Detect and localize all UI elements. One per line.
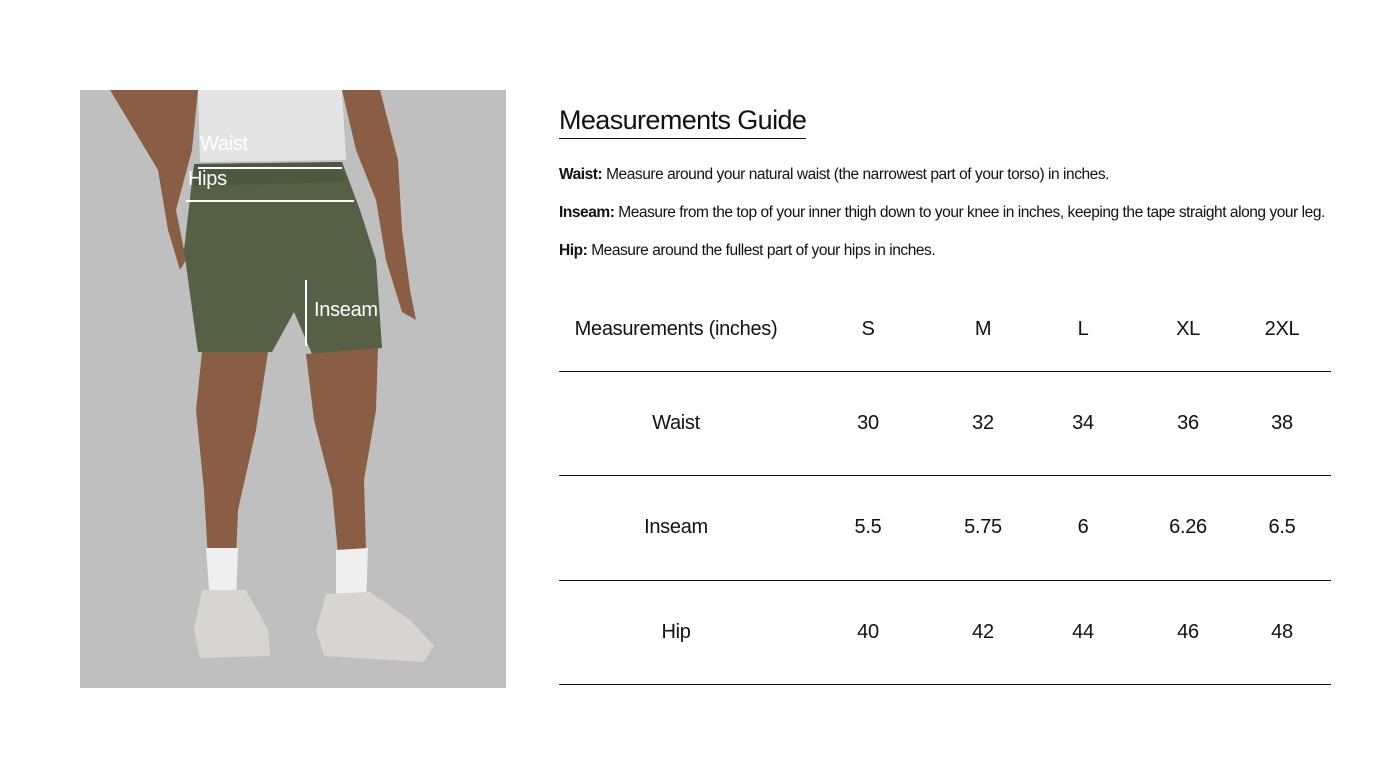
hips-label: Hips xyxy=(188,168,227,190)
table-cell: 5.5 xyxy=(854,516,882,539)
table-cell: 44 xyxy=(1072,620,1094,643)
table-cell: 6 xyxy=(1077,516,1089,539)
table-cell: 40 xyxy=(857,620,879,643)
page-title: Measurements Guide xyxy=(559,104,806,139)
inseam-label: Inseam xyxy=(314,299,378,321)
row-label-waist: Waist xyxy=(652,411,700,434)
table-cell: 48 xyxy=(1271,620,1293,643)
table-cell: 36 xyxy=(1177,411,1199,434)
header-size-2xl: 2XL xyxy=(1264,317,1300,340)
table-cell: 46 xyxy=(1177,620,1199,643)
header-measurements: Measurements (inches) xyxy=(574,317,778,340)
table-cell: 30 xyxy=(857,411,879,434)
hip-instruction-text: Measure around the fullest part of your hips in inches. xyxy=(587,242,936,259)
inseam-term: Inseam: xyxy=(559,204,615,221)
row-label-hip: Hip xyxy=(661,620,691,643)
table-cell: 5.75 xyxy=(964,516,1002,539)
waist-term: Waist: xyxy=(559,166,603,183)
table-cell: 38 xyxy=(1271,411,1293,434)
row-label-inseam: Inseam xyxy=(644,516,708,539)
table-row xyxy=(559,371,1331,476)
waist-instruction xyxy=(559,165,1109,185)
waist-instruction-text: Measure around your natural waist (the narrowest part of your torso) in inches. xyxy=(602,166,1109,183)
hip-instruction xyxy=(559,241,935,261)
size-chart-table xyxy=(559,288,1331,685)
inseam-instruction-text: Measure from the top of your inner thigh down to your knee in inches, keeping the tape straight along your leg. xyxy=(614,204,1325,221)
header-size-xl: XL xyxy=(1176,317,1200,340)
header-size-l: L xyxy=(1077,317,1089,340)
header-size-m: M xyxy=(974,317,992,340)
inseam-instruction xyxy=(559,203,1325,223)
table-header-row xyxy=(559,288,1331,371)
table-cell: 32 xyxy=(972,411,994,434)
table-cell: 42 xyxy=(972,620,994,643)
hips-line xyxy=(186,200,354,202)
model-shorts-illustration xyxy=(80,90,506,688)
table-cell: 6.26 xyxy=(1169,516,1207,539)
hip-term: Hip: xyxy=(559,242,588,259)
table-row xyxy=(559,580,1331,685)
waist-label: Waist xyxy=(200,133,248,155)
table-cell: 34 xyxy=(1072,411,1094,434)
measurements-guide xyxy=(559,104,1359,259)
table-row xyxy=(559,476,1331,581)
product-image xyxy=(80,90,506,688)
inseam-line xyxy=(305,280,307,346)
header-size-s: S xyxy=(861,317,875,340)
table-cell: 6.5 xyxy=(1268,516,1296,539)
